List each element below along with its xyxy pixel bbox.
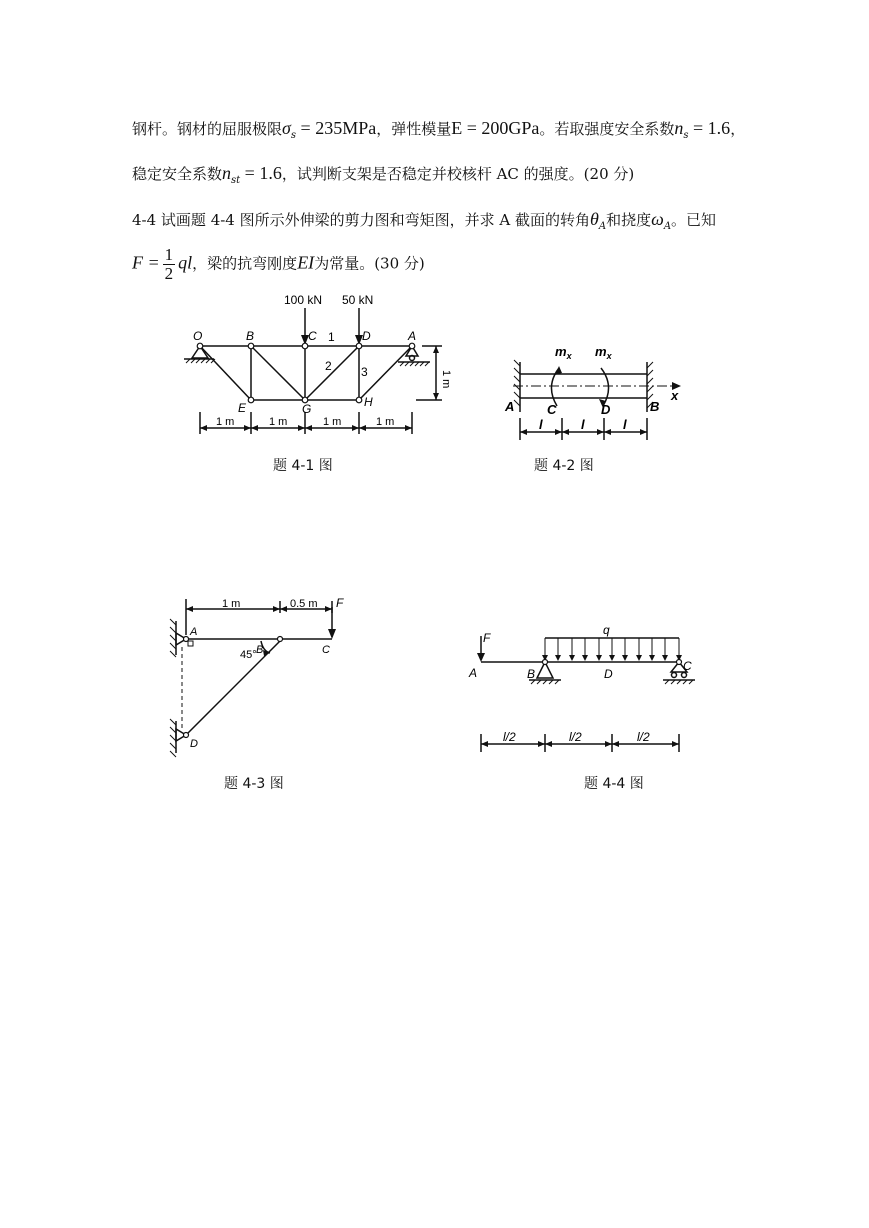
- dim-label-05m: 0.5 m: [290, 598, 318, 610]
- load-label-100kn: 100 kN: [284, 293, 323, 307]
- node-label-o: O: [193, 329, 203, 343]
- node-label-c: C: [308, 329, 317, 343]
- text-segment: 和挠度: [606, 211, 652, 229]
- load-label-f: F: [483, 631, 491, 645]
- nst-subscript: st: [231, 175, 241, 186]
- text-segment: 。已知: [671, 211, 717, 229]
- text-segment: 4-4 试画题 4-4 图所示外伸梁的剪力图和弯矩图，并求 A 截面的转角: [132, 211, 590, 229]
- height-dimension-label: 1 m: [440, 370, 452, 389]
- point-label-b: B: [650, 399, 660, 414]
- text-segment: ，梁的抗弯刚度: [192, 254, 298, 273]
- span-label-1: l: [539, 417, 543, 432]
- node-label-d: D: [362, 329, 371, 343]
- fraction: [163, 246, 176, 283]
- text-segment: ，试判断支架是否稳定并校核杆 AC 的强度。(20 分): [281, 165, 635, 183]
- ns-subscript: s: [683, 130, 689, 141]
- axis-label-x: x: [671, 388, 679, 403]
- dim-label-1m: 1 m: [222, 598, 241, 610]
- modulus-expression: E = 200GPa: [451, 118, 540, 138]
- figure-4-3: [160, 595, 350, 760]
- sigma-value: = 235MPa: [296, 118, 377, 138]
- span-label-2: 1 m: [269, 416, 288, 428]
- point-label-b: B: [256, 644, 264, 656]
- text-segment: 钢杆。钢材的屈服极限: [132, 120, 283, 138]
- node-label-g: G: [302, 402, 312, 416]
- span-label-3: l/2: [637, 730, 650, 744]
- ql-term: ql: [178, 252, 193, 273]
- text-segment: ，弹性模量: [376, 120, 452, 138]
- text-segment: ，: [730, 120, 746, 138]
- truss-diagram: [180, 288, 450, 448]
- point-label-a: A: [190, 626, 198, 638]
- span-label-2: l/2: [569, 730, 582, 744]
- figure-4-1: [180, 288, 450, 448]
- theta-subscript: A: [598, 221, 607, 232]
- span-label-2: l: [581, 417, 585, 432]
- span-label-4: 1 m: [376, 416, 395, 428]
- span-label-1: l/2: [503, 730, 516, 744]
- fraction-denominator: 2: [164, 264, 174, 283]
- load-label-f: F: [336, 596, 344, 610]
- node-label-e: E: [238, 401, 247, 415]
- moment-subscript-1: x: [566, 351, 572, 361]
- point-label-b: B: [527, 667, 536, 681]
- span-label-3: 1 m: [323, 416, 342, 428]
- point-label-a: A: [469, 666, 478, 680]
- point-label-a: A: [505, 399, 515, 414]
- load-label-50kn: 50 kN: [342, 293, 374, 307]
- point-label-d: D: [604, 667, 613, 681]
- text-line-4: [132, 246, 425, 283]
- shaft-diagram: [495, 338, 685, 443]
- moment-subscript-2: x: [606, 351, 612, 361]
- figure-4-3-caption: 题 4-3 图: [224, 776, 284, 792]
- moment-label-1: [555, 344, 573, 361]
- span-label-1: 1 m: [216, 416, 235, 428]
- text-line-1: [132, 118, 745, 146]
- figure-4-2-caption: 题 4-2 图: [534, 458, 594, 474]
- nst-value: = 1.6: [240, 163, 282, 183]
- moment-symbol-1: m: [555, 344, 567, 359]
- sigma-subscript: s: [290, 130, 297, 141]
- figure-4-4-caption: 题 4-4 图: [584, 776, 644, 792]
- omega-symbol: ω: [651, 209, 664, 229]
- load-label-q: q: [603, 623, 610, 637]
- f-equals: F =: [132, 252, 160, 273]
- text-line-3: [132, 209, 716, 237]
- ns-value: = 1.6: [688, 118, 731, 138]
- node-label-a: A: [408, 329, 417, 343]
- ei-term: EI: [297, 252, 315, 273]
- span-label-3: l: [623, 417, 627, 432]
- member-label-2: 2: [325, 359, 332, 373]
- bracket-diagram: [160, 595, 350, 760]
- sigma-symbol: σ: [282, 118, 291, 138]
- ns-symbol: n: [674, 118, 684, 138]
- fraction-numerator: 1: [164, 245, 174, 264]
- moment-label-2: [595, 344, 613, 361]
- text-segment: 。若取强度安全系数: [539, 120, 675, 138]
- point-label-c: C: [683, 659, 692, 673]
- point-label-c: C: [322, 644, 330, 656]
- angle-label: 45°: [240, 649, 257, 661]
- node-label-h: H: [364, 395, 373, 409]
- member-label-1: 1: [328, 330, 335, 344]
- point-label-d: D: [601, 402, 611, 417]
- nst-symbol: n: [222, 163, 232, 183]
- point-label-d: D: [190, 738, 198, 750]
- member-label-3: 3: [361, 365, 368, 379]
- figure-4-1-caption: 题 4-1 图: [273, 458, 333, 474]
- text-line-2: [132, 163, 634, 191]
- node-label-b: B: [246, 329, 255, 343]
- moment-symbol-2: m: [595, 344, 607, 359]
- beam-diagram: [465, 620, 705, 760]
- figure-4-4: [465, 620, 705, 760]
- text-segment: 稳定安全系数: [132, 165, 223, 183]
- point-label-c: C: [547, 402, 557, 417]
- text-segment: 为常量。(30 分): [314, 254, 425, 273]
- omega-subscript: A: [663, 221, 672, 232]
- figure-4-2: [495, 338, 685, 443]
- theta-symbol: θ: [590, 209, 599, 229]
